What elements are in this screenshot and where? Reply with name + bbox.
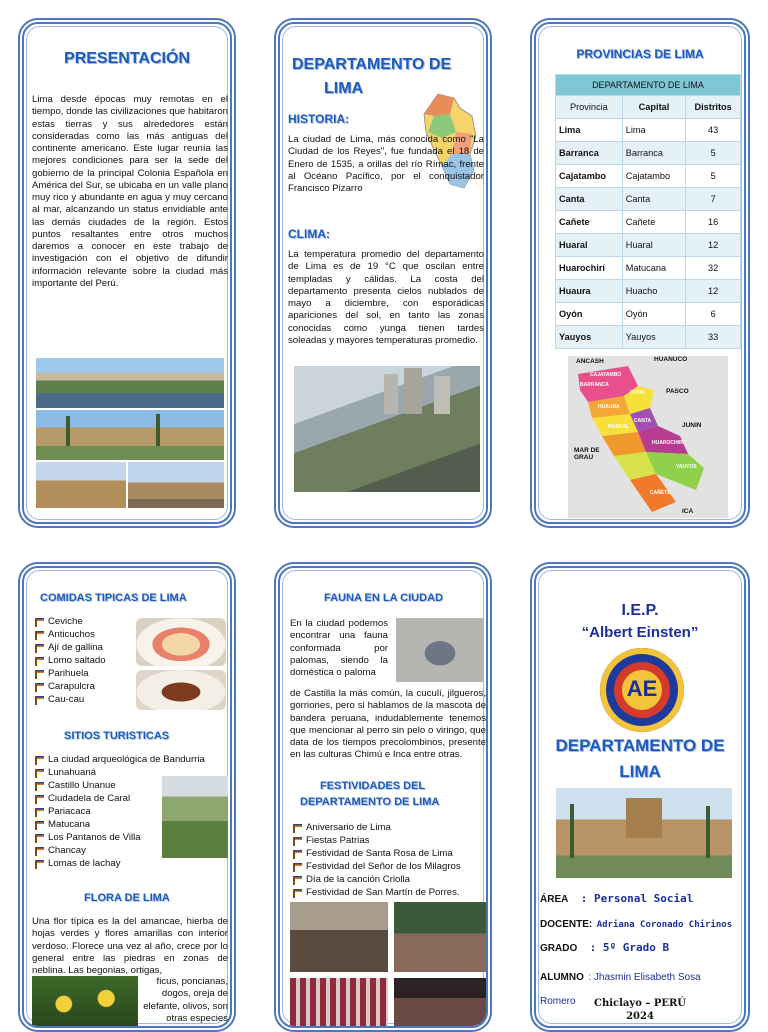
clima-title: CLIMA: — [288, 227, 330, 241]
flora-text-2: ficus, poncianas, dogos, oreja de elefante, olivos, son otras especies propias — [143, 976, 228, 1032]
table-cell: 5 — [686, 142, 741, 165]
fountain-photo — [128, 462, 224, 508]
map-label-oyon: OYON — [630, 390, 645, 396]
table-cell: Huaura — [556, 280, 623, 303]
area-label: ÁREA — [540, 894, 569, 905]
logo-letters: AE — [626, 676, 658, 701]
table-cell: Cajatambo — [622, 165, 686, 188]
table-cell: 5 — [686, 165, 741, 188]
provinces-map — [568, 356, 728, 518]
comidas-title: COMIDAS TIPICAS DE LIMA — [40, 592, 187, 604]
sitios-title: SITIOS TURISTICAS — [64, 730, 170, 742]
anticuchos-photo — [136, 670, 226, 710]
costa-verde-photo — [294, 366, 480, 492]
list-item: Cau-cau — [34, 694, 134, 707]
table-cell: Barranca — [622, 142, 686, 165]
presentacion-title: PRESENTACIÓN — [64, 50, 190, 67]
list-item: Aniversario de Lima — [292, 822, 488, 835]
docente-row — [540, 914, 748, 932]
grado-row — [540, 938, 748, 956]
docente-value: Adriana Coronado Chirinos — [596, 920, 733, 930]
map-label-barranca: BARRANCA — [580, 382, 609, 388]
list-item: Día de la canción Criolla — [292, 874, 488, 887]
table-cell: 43 — [686, 119, 741, 142]
school-logo — [600, 648, 684, 732]
plaza-mayor-photo — [556, 788, 732, 878]
list-item: La ciudad arqueológica de Bandurria — [34, 754, 224, 767]
senor-milagros-photo — [290, 978, 388, 1028]
list-item: Anticuchos — [34, 629, 134, 642]
map-label-ancash: ANCASH — [576, 358, 604, 365]
departamento-title-2: LIMA — [324, 80, 364, 97]
header-capital: Capital — [622, 96, 686, 119]
presentacion-text: Lima desde épocas muy remotas en el tiempo, donde las civilizaciones que habitaron estas tierras y sus alrededores están consideradas como las más antiguas del continente americano. Este lugar reunía las mejores condiciones para ser la sede del gobierno de la principal Colonia Española en América del Sur, se ubicaba en un valle plano muy rico y abundante en agua y muy cercano al mar, alcanzando un status envidiable ante las demás ciudades de la región. Estos puntos resaltantes entre otros muchos daremos a conocer en este trabajo de investigación con el objetivo de difundir información relevante sobre la ciudad más importante del Perú. — [32, 94, 228, 289]
cover-title-2: LIMA — [619, 762, 661, 781]
school-name: “Albert Einsten” — [581, 624, 699, 641]
table-cell: 32 — [686, 257, 741, 280]
clima-text: La temperatura promedio del departamento de Lima es de 19 °C que oscilan entre templadas y cálidas. La costa del departamento presenta cielos nublados de mayo a diciembre, con esporádicas apariciones del sol, en tanto las zonas conocidas como yunga tienen tardes soleadas y mayores temperaturas promedio. — [288, 249, 484, 346]
procession-photo — [290, 902, 388, 972]
list-item: Lomas de lachay — [34, 858, 224, 871]
list-item: Festividad de San Martín de Porres. — [292, 887, 488, 900]
map-label-huarochiri: HUAROCHIRI — [652, 440, 684, 446]
cathedral-photo — [36, 462, 126, 508]
plaza-photo — [36, 410, 224, 460]
fauna-text-1: En la ciudad podemos encontrar una fauna conformada por palomas, siendo la doméstica o paloma — [290, 618, 388, 679]
table-cell: 7 — [686, 188, 741, 211]
list-item: Lomo saltado — [34, 655, 134, 668]
grado-label: GRADO — [540, 943, 578, 954]
map-label-canta: CANTA — [634, 418, 652, 424]
alumno-value-2: Romero — [540, 996, 576, 1007]
fauna-text-2: de Castilla la más común, la cuculí, jilgueros, gorriones, pero si hablamos de la mascota de bandera peruana, indudablemente tenemos que mencionar al perro sin pelo o viringo, que data de los tiempos precolombinos, presente en las culturas Chimú e Inca entre otras. — [290, 688, 486, 761]
map-label-yauyos: YAUYOS — [676, 464, 697, 470]
table-cell: Huacho — [622, 280, 686, 303]
alumno-value: : Jhasmin Elisabeth Sosa — [588, 972, 701, 983]
cover-title-1: DEPARTAMENTO DE — [555, 736, 725, 755]
historia-title: HISTORIA: — [288, 112, 350, 126]
table-cell: 6 — [686, 303, 741, 326]
table-cell: 12 — [686, 234, 741, 257]
area-row — [540, 889, 748, 907]
table-cell: Cajatambo — [556, 165, 623, 188]
list-item: Matucana — [34, 819, 224, 832]
list-item: Carapulcra — [34, 681, 134, 694]
table-cell: Huarochirí — [556, 257, 623, 280]
school-line-1: I.E.P. — [621, 602, 659, 619]
table-cell: Lima — [622, 119, 686, 142]
year: 2024 — [626, 1011, 654, 1022]
map-label-huaura: HUAURA — [598, 404, 620, 410]
provincias-table — [555, 74, 741, 349]
panel-comidas — [18, 562, 236, 1032]
flora-title: FLORA DE LIMA — [84, 892, 170, 904]
alumno-label: ALUMNO — [540, 972, 584, 983]
list-item: Los Pantanos de Villa — [34, 832, 143, 845]
ceviche-photo — [136, 618, 226, 666]
list-item: Parihuela — [34, 668, 134, 681]
table-cell: Cañete — [622, 211, 686, 234]
table-cell: Huaral — [622, 234, 686, 257]
historia-text: La ciudad de Lima, más conocida como "La Ciudad de los Reyes", fue fundada el 18 de Enero de 1535, a orillas del río Rímac, frente al Océano Pacífico, por el conquistador Francisco Pizarro — [288, 134, 484, 195]
comidas-list — [34, 616, 134, 707]
panel-provincias — [530, 18, 750, 528]
map-label-pasco: PASCO — [666, 388, 689, 395]
city: Chiclayo – PERÚ — [593, 998, 686, 1009]
pigeon-photo — [396, 618, 484, 682]
panel-departamento — [274, 18, 492, 528]
grado-value: : 5º Grado B — [589, 941, 670, 954]
table-cell: Yauyos — [556, 326, 623, 349]
table-cell: Yauyos — [622, 326, 686, 349]
list-item: Ají de gallina — [34, 642, 134, 655]
map-label-mar-de-grau: MAR DE GRAU — [574, 447, 600, 461]
lima-coast-photo — [36, 358, 224, 408]
area-value: : Personal Social — [580, 892, 694, 905]
lomas-photo — [162, 776, 228, 858]
table-cell: Barranca — [556, 142, 623, 165]
list-item: Festividad de Santa Rosa de Lima — [292, 848, 488, 861]
panel-fauna — [274, 562, 492, 1032]
table-cell: Lima — [556, 119, 623, 142]
map-label-cajatambo: CAJATAMBO — [590, 372, 622, 378]
panel-portada — [530, 562, 750, 1032]
header-distritos: Distritos — [686, 96, 741, 119]
map-label-junin: JUNIN — [682, 422, 702, 429]
table-title: DEPARTAMENTO DE LIMA — [556, 75, 741, 96]
provincias-title: PROVINCIAS DE LIMA — [576, 47, 704, 61]
fauna-title: FAUNA EN LA CIUDAD — [324, 592, 443, 604]
map-label-huaral: HUARAL — [608, 424, 630, 430]
header-provincia: Provincia — [556, 96, 623, 119]
flora-text-1: Una flor típica es la del amancae, hierba de hojas verdes y flores amarillas con interior verdoso. Florece una vez al año, crece por lo general entre las piedras en zonas de neblina. Las begonias, ortigas, — [32, 916, 228, 977]
map-label-canete: CAÑETE — [650, 490, 671, 496]
panel-presentacion — [18, 18, 236, 528]
table-cell: Cañete — [556, 211, 623, 234]
festividades-title-2: DEPARTAMENTO DE LIMA — [300, 796, 440, 808]
table-cell: Oyón — [556, 303, 623, 326]
table-cell: 16 — [686, 211, 741, 234]
santa-rosa-photo — [394, 902, 488, 972]
festividades-list — [292, 822, 488, 900]
list-item: Festividad del Señor de los Milagros — [292, 861, 488, 874]
table-cell: Huaral — [556, 234, 623, 257]
criolla-photo — [394, 978, 488, 1028]
list-item: Ciudadela de Caral — [34, 793, 224, 806]
table-cell: Canta — [556, 188, 623, 211]
map-label-ica: ICA — [682, 508, 694, 515]
departamento-title-1: DEPARTAMENTO DE — [292, 56, 452, 73]
table-cell: 33 — [686, 326, 741, 349]
list-item: Ceviche — [34, 616, 134, 629]
list-item: Pariacaca — [34, 806, 224, 819]
list-item: Lunahuaná — [34, 767, 224, 780]
festividades-title-1: FESTIVIDADES DEL — [320, 780, 426, 792]
list-item: Fiestas Patrias — [292, 835, 488, 848]
table-cell: Matucana — [622, 257, 686, 280]
docente-label: DOCENTE: — [540, 919, 593, 930]
map-label-huanuco: HUANUCO — [654, 356, 688, 363]
list-item: Castillo Unanue — [34, 780, 224, 793]
table-cell: Canta — [622, 188, 686, 211]
table-cell: 12 — [686, 280, 741, 303]
list-item: Chancay — [34, 845, 224, 858]
table-cell: Oyón — [622, 303, 686, 326]
